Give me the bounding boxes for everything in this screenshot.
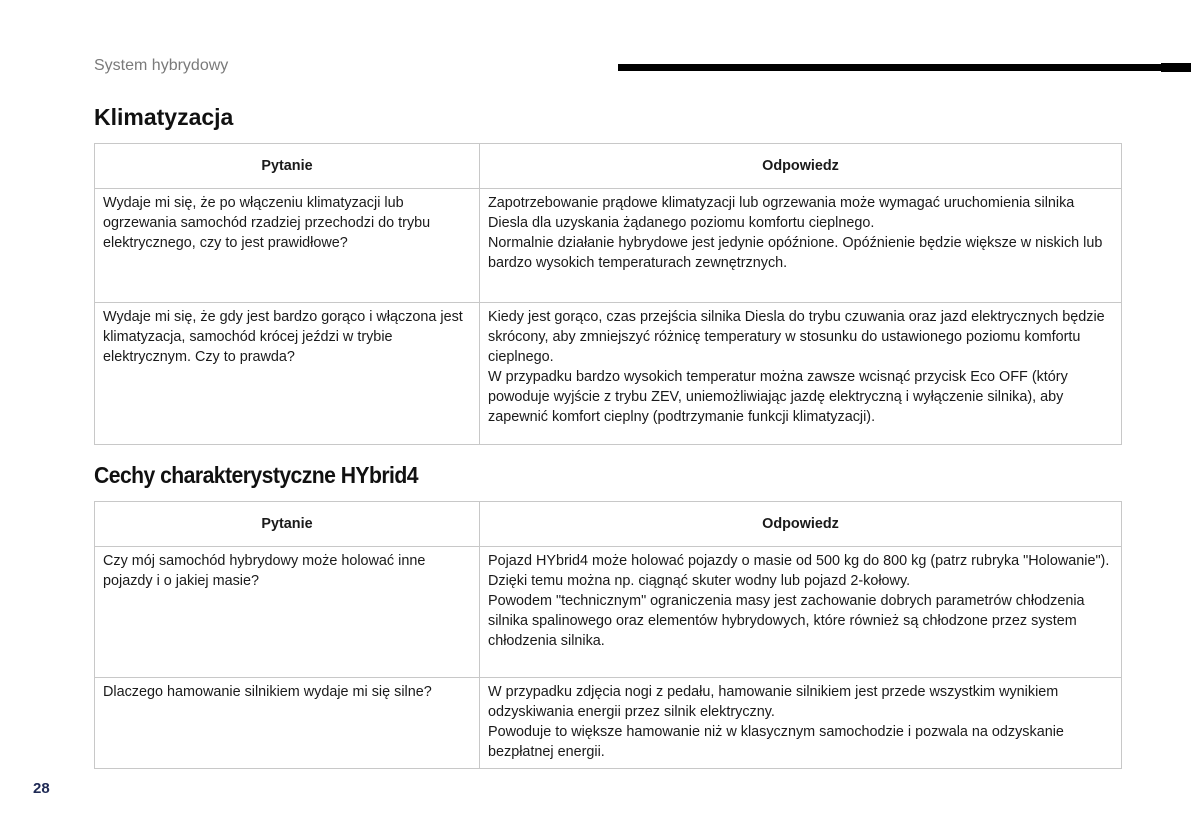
answer-paragraph: Zapotrzebowanie prądowe klimatyzacji lub ogrzewania może wymagać uruchomienia silnika Diesla dla uzyskania żądanego poziomu komfortu cieplnego.: [488, 195, 1075, 231]
answer-paragraph: Dzięki temu można np. ciągnąć skuter wodny lub pojazd 2-kołowy.: [488, 573, 911, 589]
column-header-answer: Odpowiedz: [480, 502, 1122, 547]
answer-paragraph: W przypadku zdjęcia nogi z pedału, hamowanie silnikiem jest przede wszystkim wynikiem odzyskiwania energii przez silnik elektryczny.: [488, 684, 1059, 720]
table-row: [95, 678, 1122, 769]
faq-table-hybrid4: [94, 501, 1122, 769]
question-cell: Wydaje mi się, że po włączeniu klimatyzacji lub ogrzewania samochód rzadziej przechodzi do trybu elektrycznego, czy to jest prawidłowe?: [95, 189, 480, 303]
answer-paragraph: Normalnie działanie hybrydowe jest jedynie opóźnione. Opóźnienie będzie większe w niskich lub bardzo wysokich temperaturach zewnętrznych.: [488, 235, 1103, 271]
answer-cell: [480, 189, 1122, 303]
table-row: [95, 303, 1122, 445]
question-cell: Dlaczego hamowanie silnikiem wydaje mi się silne?: [95, 678, 480, 769]
table-header-row: [95, 144, 1122, 189]
answer-cell: [480, 678, 1122, 769]
question-cell: Czy mój samochód hybrydowy może holować inne pojazdy i o jakiej masie?: [95, 547, 480, 678]
answer-paragraph: Kiedy jest gorąco, czas przejścia silnika Diesla do trybu czuwania oraz jazd elektrycznych będzie skrócony, aby zmniejszyć różnicę temperatury w stosunku do ustawionego poziomu komfortu cieplnego.: [488, 309, 1105, 365]
faq-table-klimatyzacja: [94, 143, 1122, 445]
table-row: [95, 189, 1122, 303]
answer-cell: [480, 303, 1122, 445]
answer-cell: [480, 547, 1122, 678]
answer-paragraph: Pojazd HYbrid4 może holować pojazdy o masie od 500 kg do 800 kg (patrz rubryka "Holowanie").: [488, 553, 1110, 569]
table-row: [95, 547, 1122, 678]
header-rule: [618, 64, 1191, 71]
question-cell: Wydaje mi się, że gdy jest bardzo gorąco i włączona jest klimatyzacja, samochód krócej jeździ w trybie elektrycznym. Czy to prawda?: [95, 303, 480, 445]
column-header-question: Pytanie: [95, 502, 480, 547]
table-header-row: [95, 502, 1122, 547]
answer-paragraph: Powoduje to większe hamowanie niż w klasycznym samochodzie i pozwala na odzyskanie bezpłatnej energii.: [488, 724, 1064, 760]
section-title-hybrid4: Cechy charakterystyczne HYbrid4: [94, 462, 418, 488]
running-header: System hybrydowy: [94, 57, 229, 74]
section-title-klimatyzacja: Klimatyzacja: [94, 104, 234, 130]
column-header-question: Pytanie: [95, 144, 480, 189]
answer-paragraph: Powodem "technicznym" ograniczenia masy jest zachowanie dobrych parametrów chłodzenia silnika spalinowego oraz elementów hybrydowych, które również są chłodzone przez system chłodzenia silnika.: [488, 593, 1085, 649]
column-header-answer: Odpowiedz: [480, 144, 1122, 189]
answer-paragraph: W przypadku bardzo wysokich temperatur można zawsze wcisnąć przycisk Eco OFF (który powoduje wyjście z trybu ZEV, uniemożliwiając jazdę elektryczną i wyłączenie silnika), aby zapewnić komfort cieplny (podtrzymanie funkcji klimatyzacji).: [488, 369, 1068, 425]
page-number: 28: [33, 780, 50, 797]
